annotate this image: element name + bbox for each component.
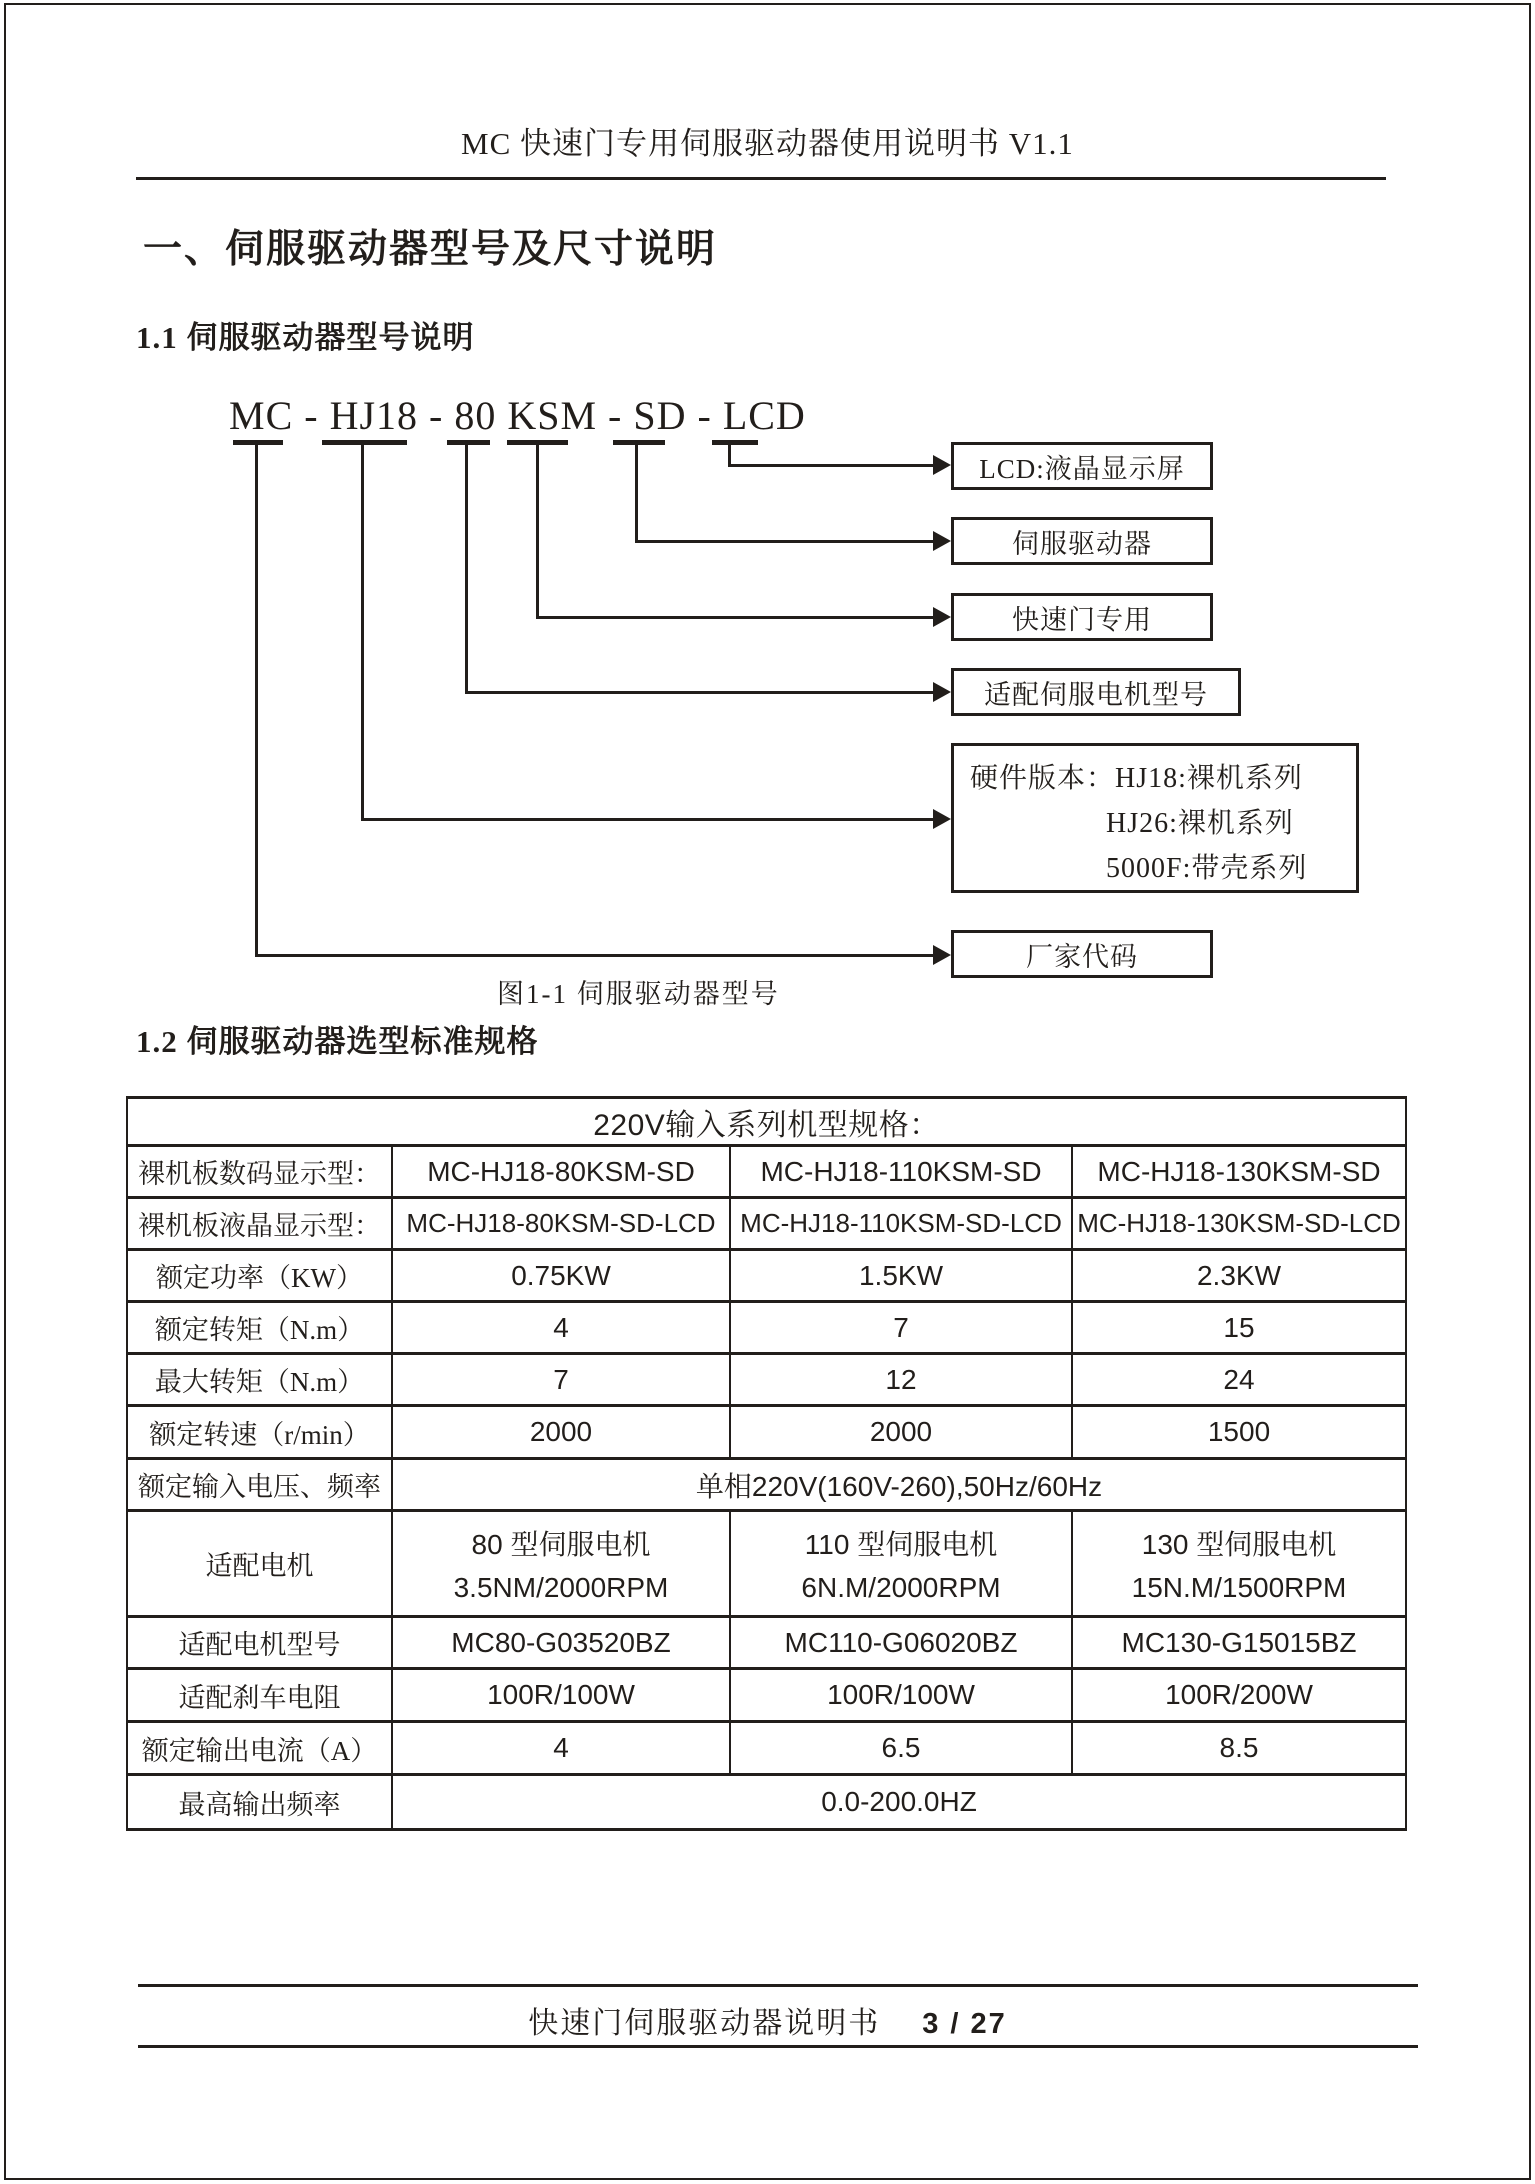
label-box-servo-drive-text: 伺服驱动器: [1012, 528, 1152, 559]
arrowhead-icon-80: [933, 682, 951, 702]
motor-line-1: 130 型伺服电机: [1141, 1528, 1337, 1560]
cell-value: MC-HJ18-80KSM-SD: [392, 1146, 730, 1198]
hw-version-line-2: HJ26:裸机系列: [1106, 808, 1294, 839]
row-label: 裸机板液晶显示型：: [127, 1198, 392, 1250]
connector-line-mc-h: [255, 954, 935, 957]
motor-line-2: 3.5NM/2000RPM: [453, 1572, 669, 1604]
table-row: [127, 1146, 1406, 1198]
footer-rule-top: [138, 1984, 1418, 1987]
arrowhead-icon-sd: [933, 531, 951, 551]
connector-line-sd-h: [635, 540, 935, 543]
footer-rule-bottom: [138, 2045, 1418, 2048]
motor-line-2: 6N.M/2000RPM: [801, 1572, 1001, 1604]
model-underline-hj18: [322, 440, 407, 445]
table-row: [127, 1722, 1406, 1775]
model-underline-lcd: [712, 440, 758, 445]
arrowhead-icon-mc: [933, 945, 951, 965]
label-box-servo-drive: [951, 517, 1213, 565]
table-row: [127, 1302, 1406, 1354]
connector-line-hj18-h: [361, 818, 935, 821]
label-box-hw-version: [951, 743, 1359, 893]
row-label: 最高输出频率: [127, 1775, 392, 1830]
row-label: 额定输入电压、频率: [127, 1459, 392, 1511]
cell-value: 7: [392, 1354, 730, 1406]
table-row: [127, 1406, 1406, 1459]
cell-value: 2.3KW: [1072, 1250, 1406, 1302]
footer-page-indicator: 3 / 27: [922, 2008, 1007, 2040]
cell-span-value: 0.0-200.0HZ: [392, 1775, 1406, 1830]
cell-motor: [1072, 1511, 1406, 1617]
connector-line-lcd-h: [728, 464, 935, 467]
cell-value: 12: [730, 1354, 1072, 1406]
arrowhead-icon-ksm: [933, 607, 951, 627]
model-underline-mc: [233, 440, 283, 445]
cell-value: MC110-G06020BZ: [730, 1617, 1072, 1669]
row-label: 适配电机: [127, 1511, 392, 1617]
cell-value: MC130-G15015BZ: [1072, 1617, 1406, 1669]
cell-value: 4: [392, 1302, 730, 1354]
table-row: [127, 1775, 1406, 1830]
label-box-lcd: [951, 442, 1213, 490]
cell-value: 0.75KW: [392, 1250, 730, 1302]
connector-line-80-h: [465, 691, 935, 694]
hw-version-line-1: 硬件版本：HJ18:裸机系列: [970, 763, 1303, 794]
cell-value: 15: [1072, 1302, 1406, 1354]
table-row: [127, 1354, 1406, 1406]
connector-line-80: [465, 443, 468, 694]
cell-value: MC-HJ18-110KSM-SD-LCD: [730, 1198, 1072, 1250]
row-label: 额定输出电流（A）: [127, 1722, 392, 1775]
cell-value: 4: [392, 1722, 730, 1775]
spec-table: [126, 1096, 1407, 1831]
label-box-fast-door-text: 快速门专用: [1012, 604, 1152, 635]
row-label: 额定转矩（N.m）: [127, 1302, 392, 1354]
motor-line-1: 110 型伺服电机: [804, 1528, 998, 1560]
cell-value: MC-HJ18-130KSM-SD-LCD: [1072, 1198, 1406, 1250]
cell-value: 2000: [730, 1406, 1072, 1459]
row-label: 适配刹车电阻: [127, 1669, 392, 1722]
cell-value: MC80-G03520BZ: [392, 1617, 730, 1669]
table-row: [127, 1198, 1406, 1250]
section-1-2-heading: 1.2 伺服驱动器选型标准规格: [136, 1024, 539, 1059]
cell-value: 1.5KW: [730, 1250, 1072, 1302]
cell-value: 7: [730, 1302, 1072, 1354]
row-label: 额定转速（r/min）: [127, 1406, 392, 1459]
table-row: [127, 1250, 1406, 1302]
label-box-motor-model: [951, 668, 1241, 716]
section-1-1-heading: 1.1 伺服驱动器型号说明: [136, 320, 475, 355]
cell-value: 24: [1072, 1354, 1406, 1406]
connector-line-ksm: [536, 443, 539, 619]
arrowhead-icon-hj18: [933, 809, 951, 829]
cell-value: 100R/100W: [392, 1669, 730, 1722]
label-box-vendor-code-text: 厂家代码: [1026, 941, 1138, 972]
cell-span-value: 单相220V(160V-260),50Hz/60Hz: [392, 1459, 1406, 1511]
row-label: 适配电机型号: [127, 1617, 392, 1669]
connector-line-mc: [255, 443, 258, 957]
model-number-text: MC - HJ18 - 80 KSM - SD - LCD: [229, 393, 806, 438]
table-row: [127, 1617, 1406, 1669]
connector-line-sd: [635, 443, 638, 543]
arrowhead-icon-lcd: [933, 455, 951, 475]
cell-value: MC-HJ18-130KSM-SD: [1072, 1146, 1406, 1198]
cell-value: 1500: [1072, 1406, 1406, 1459]
cell-motor: [730, 1511, 1072, 1617]
cell-motor: [392, 1511, 730, 1617]
table-row-title: [127, 1098, 1406, 1146]
table-row: [127, 1669, 1406, 1722]
label-box-vendor-code: [951, 930, 1213, 978]
table-row: [127, 1459, 1406, 1511]
label-box-motor-model-text: 适配伺服电机型号: [984, 679, 1208, 710]
model-underline-80: [447, 440, 490, 445]
footer: [0, 1998, 1535, 2042]
hw-version-line-3: 5000F:带壳系列: [1106, 853, 1308, 884]
cell-value: MC-HJ18-110KSM-SD: [730, 1146, 1072, 1198]
cell-value: 100R/100W: [730, 1669, 1072, 1722]
document-header-title: MC 快速门专用伺服驱动器使用说明书 V1.1: [461, 126, 1074, 161]
cell-value: MC-HJ18-80KSM-SD-LCD: [392, 1198, 730, 1250]
connector-line-hj18: [361, 443, 364, 821]
row-label: 裸机板数码显示型：: [127, 1146, 392, 1198]
cell-value: 100R/200W: [1072, 1669, 1406, 1722]
cell-value: 6.5: [730, 1722, 1072, 1775]
cell-value: 2000: [392, 1406, 730, 1459]
figure-caption: 图1-1 伺服驱动器型号: [497, 979, 780, 1009]
connector-line-ksm-h: [536, 616, 935, 619]
cell-value: 8.5: [1072, 1722, 1406, 1775]
section-1-heading: 一、伺服驱动器型号及尺寸说明: [143, 228, 718, 271]
model-underline-sd: [613, 440, 665, 445]
header-rule: [136, 177, 1386, 180]
row-label: 最大转矩（N.m）: [127, 1354, 392, 1406]
label-box-lcd-text: LCD:液晶显示屏: [979, 453, 1185, 484]
motor-line-2: 15N.M/1500RPM: [1131, 1572, 1347, 1604]
table-row: [127, 1511, 1406, 1617]
table-title-cell: 220V输入系列机型规格：: [127, 1098, 1406, 1146]
label-box-fast-door: [951, 593, 1213, 641]
motor-line-1: 80 型伺服电机: [471, 1528, 651, 1560]
footer-doc-name: 快速门伺服驱动器说明书: [528, 2007, 881, 2040]
row-label: 额定功率（KW）: [127, 1250, 392, 1302]
